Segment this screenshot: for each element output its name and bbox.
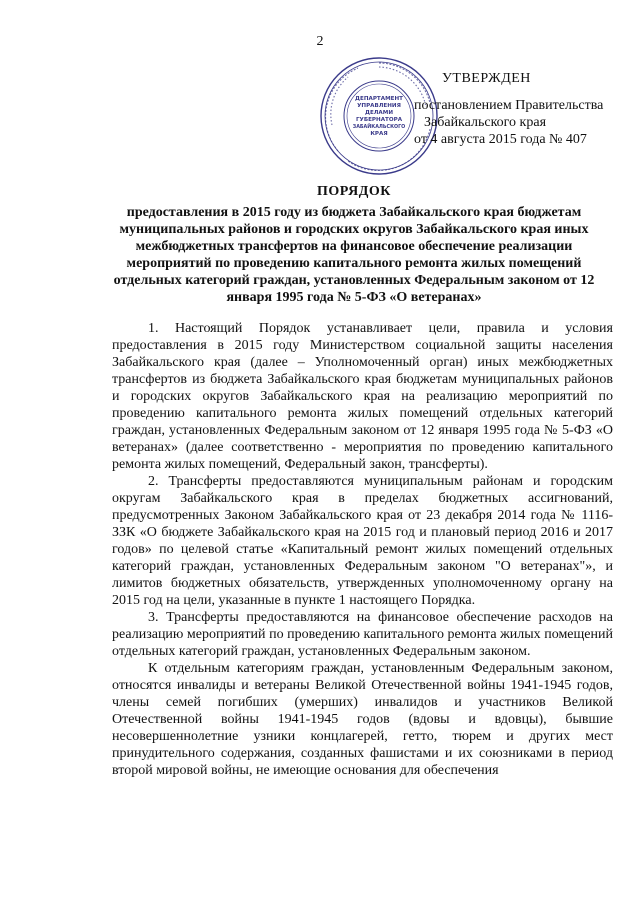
paragraph-3: 3. Трансферты предоставляются на финансовое обеспечение расходов на реализацию мероприятий по проведению капитального ремонта жилых помещений отдельных категорий граждан, установленных Федеральным законом.	[112, 610, 613, 659]
paragraph-2: 2. Трансферты предоставляются муниципальным районам и городским округам Забайкальского края в пределах бюджетных ассигнований, предусмотренных Законом Забайкальского края от 23 декабря 2014 года № 1116-ЗЗК «О бюджете Забайкальского края на 2015 год и плановый период 2016 и 2017 годов» по целевой статье «Капитальный ремонт жилых помещений отдельных категорий граждан, установленных Федеральным законом "О ветеранах"», и лимитов бюджетных обязательств, утвержденных уполномоченному органу на 2015 год на цели, указанные в пункте 1 настоящего Порядка.	[112, 474, 613, 608]
paragraph-4: К отдельным категориям граждан, установленным Федеральным законом, относятся инвалиды и ветераны Великой Отечественной войны 1941-1945 годов, члены семей погибших (умерших) инвалидов и участников Великой Отечественной войны 1941-1945 годов (вдовы и вдовцы), бывшие несовершеннолетние узники концлагерей, гетто, тюрем и других мест принудительного содержания, созданных фашистами и их союзниками в период второй мировой войны, не имеющие основания для обеспечения	[112, 661, 613, 778]
seal-line: ГУБЕРНАТОРА	[355, 117, 403, 123]
approval-line-2: Забайкальского края	[424, 115, 547, 130]
seal-line: ДЕПАРТАМЕНТ	[355, 96, 403, 102]
approval-line-3: от 4 августа 2015 года № 407	[414, 132, 587, 147]
seal-line: УПРАВЛЕНИЯ	[357, 103, 401, 109]
document-title: ПОРЯДОК	[317, 184, 391, 199]
approval-line-1: постановлением Правительства	[414, 98, 604, 113]
document-subtitle: предоставления в 2015 году из бюджета Забайкальского края бюджетам муниципальных районов и городских округов Забайкальского края иных межбюджетных трансфертов на финансовое обеспечение реализации мероприятий по проведению капитального ремонта жилых помещений отдельных категорий граждан, установленных Федеральным законом от 12 января 1995 года № 5-ФЗ «О ветеранах»	[113, 205, 595, 305]
seal-line: КРАЯ	[370, 131, 388, 137]
page-number: 2	[316, 34, 324, 49]
document-title-block	[100, 183, 608, 306]
approved-label: УТВЕРЖДЕН	[442, 71, 531, 86]
paragraph-1: 1. Настоящий Порядок устанавливает цели, правила и условия предоставления в 2015 году Министерством социальной защиты населения Забайкальского края (далее – Уполномоченный орган) иных межбюджетных трансфертов из бюджета Забайкальского края бюджетам муниципальных районов и городских округов Забайкальского края на реализацию мероприятий по проведению капитального ремонта жилых помещений отдельных категорий граждан, установленных Федеральным законом от 12 января 1995 года № 5-ФЗ «О ветеранах» (далее соответственно - мероприятия по проведению капитального ремонта жилых помещений, Федеральный закон, трансферты).	[112, 321, 613, 472]
approval-block	[414, 70, 603, 148]
seal-line: ЗАБАЙКАЛЬСКОГО	[352, 125, 406, 130]
document-body	[112, 320, 613, 779]
seal-line: ДЕЛАМИ	[364, 110, 394, 116]
